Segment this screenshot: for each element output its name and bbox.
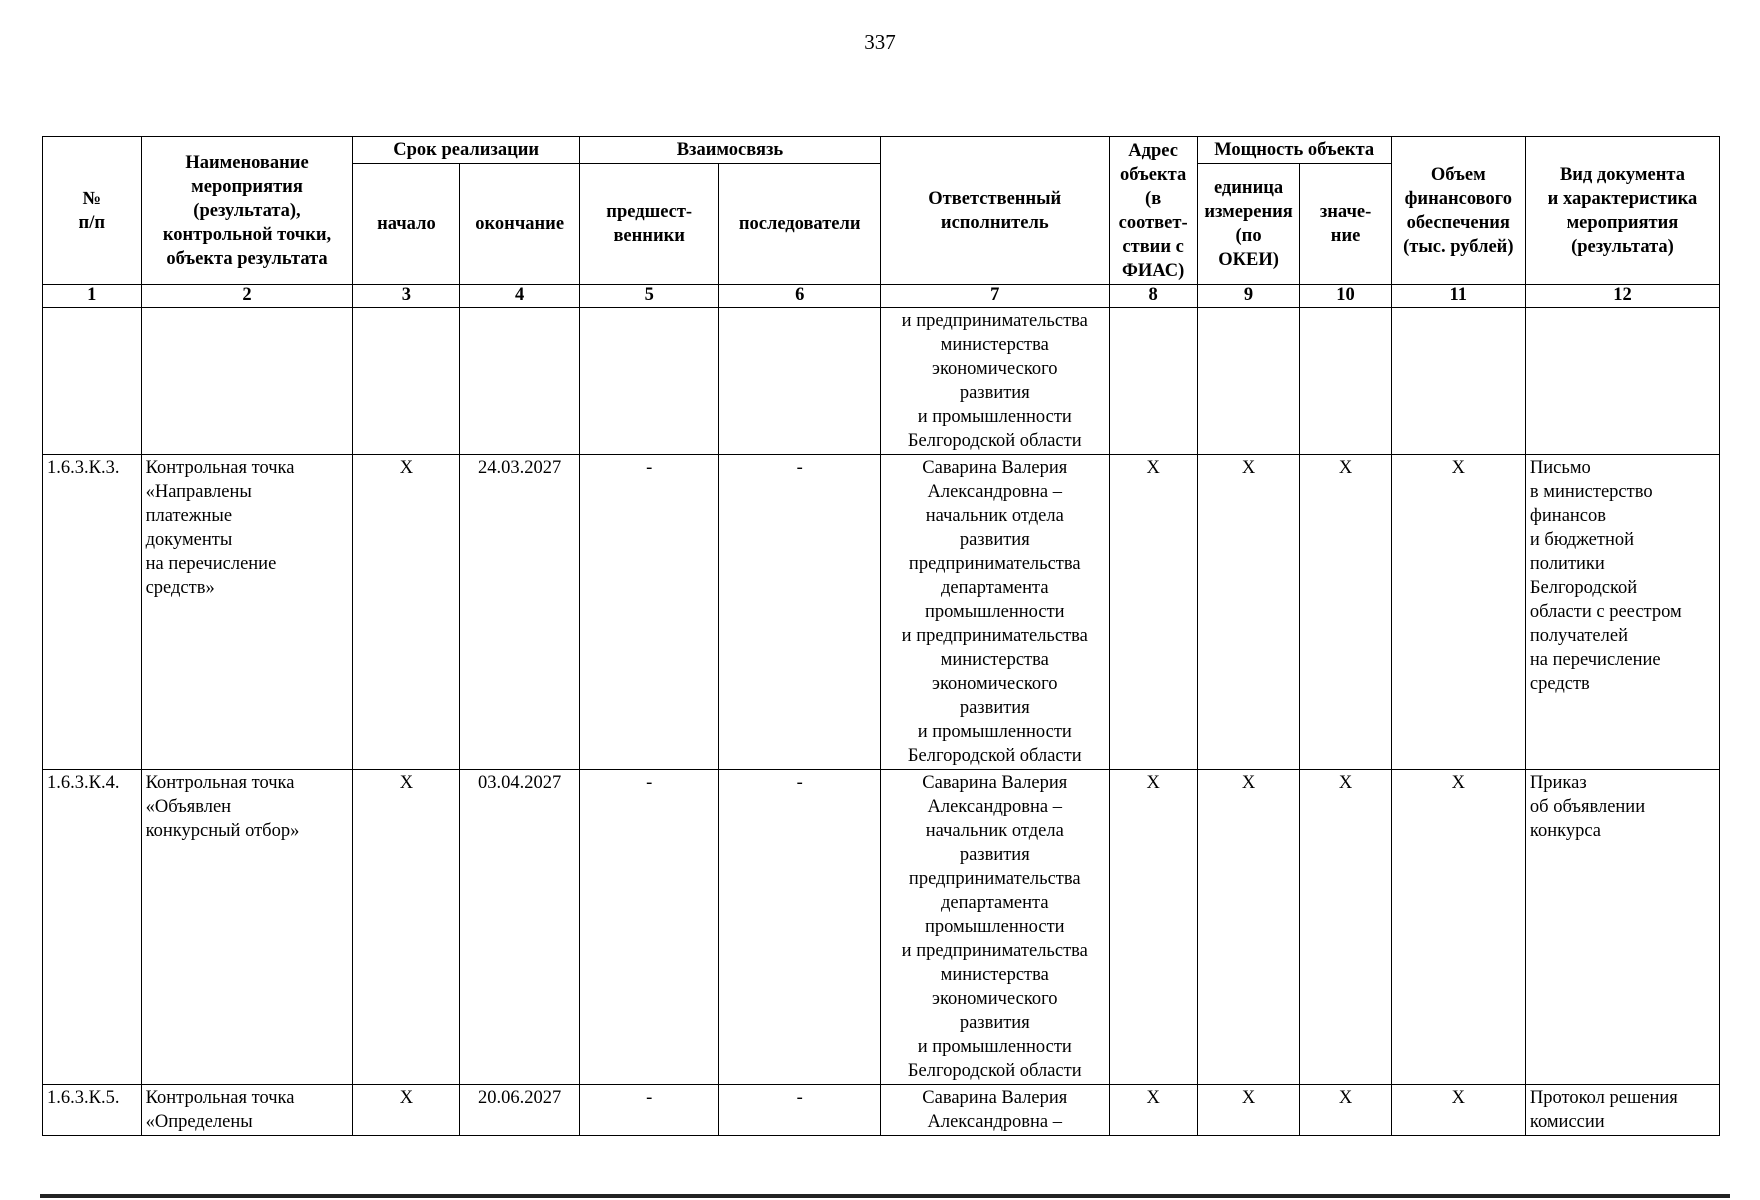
table-row [43,308,1720,455]
page-bottom-rule [40,1194,1730,1198]
cell-value: X [1300,1085,1391,1136]
cell-name: Контрольная точка «Объявлен конкурсный отбор» [141,770,353,1085]
header-row-1 [43,137,1720,164]
column-number: 1 [43,285,142,308]
cell-finance [1391,308,1525,455]
cell-start: X [353,1085,460,1136]
cell-end: 24.03.2027 [460,455,580,770]
table-row [43,455,1720,770]
column-number: 6 [719,285,881,308]
cell-num [43,308,142,455]
header-start: начало [353,164,460,285]
cell-finance: X [1391,1085,1525,1136]
header-unit: единица измерения (по ОКЕИ) [1197,164,1300,285]
column-number: 5 [579,285,718,308]
column-number: 10 [1300,285,1391,308]
column-number: 7 [880,285,1109,308]
column-numbers-row [43,285,1720,308]
header-name: Наименование мероприятия (результата), контрольной точки, объекта результата [141,137,353,285]
cell-executor: Саварина Валерия Александровна – начальник отдела развития предпринимательства департамента промышленности и предпринимательства министерства экономического развития и промышленности Белгородской области [880,455,1109,770]
cell-name: Контрольная точка «Направлены платежные документы на перечисление средств» [141,455,353,770]
cell-finance: X [1391,770,1525,1085]
cell-end [460,308,580,455]
cell-address: X [1109,1085,1197,1136]
column-number: 4 [460,285,580,308]
cell-start: X [353,455,460,770]
cell-num: 1.6.3.К.5. [43,1085,142,1136]
column-number: 8 [1109,285,1197,308]
cell-name [141,308,353,455]
header-document: Вид документа и характеристика мероприятия (результата) [1525,137,1719,285]
cell-name: Контрольная точка «Определены [141,1085,353,1136]
cell-unit: X [1197,1085,1300,1136]
cell-executor: Саварина Валерия Александровна – [880,1085,1109,1136]
cell-document: Письмо в министерство финансов и бюджетной политики Белгородской области с реестром получателей на перечисление средств [1525,455,1719,770]
cell-num: 1.6.3.К.3. [43,455,142,770]
table-row [43,1085,1720,1136]
cell-start: X [353,770,460,1085]
cell-start [353,308,460,455]
cell-successors: - [719,1085,881,1136]
cell-unit: X [1197,770,1300,1085]
table-row [43,770,1720,1085]
cell-successors: - [719,770,881,1085]
header-group-capacity: Мощность объекта [1197,137,1391,164]
cell-document [1525,308,1719,455]
header-num: № п/п [43,137,142,285]
column-number: 9 [1197,285,1300,308]
header-end: окончание [460,164,580,285]
column-number: 12 [1525,285,1719,308]
header-group-deadline: Срок реализации [353,137,580,164]
header-predecessors: предшест- венники [579,164,718,285]
header-successors: последователи [719,164,881,285]
cell-unit: X [1197,455,1300,770]
plan-table [42,136,1720,1136]
cell-address: X [1109,770,1197,1085]
header-value: значе- ние [1300,164,1391,285]
column-number: 11 [1391,285,1525,308]
cell-unit [1197,308,1300,455]
cell-executor: Саварина Валерия Александровна – начальник отдела развития предпринимательства департамента промышленности и предпринимательства министерства экономического развития и промышленности Белгородской области [880,770,1109,1085]
header-executor: Ответственный исполнитель [880,137,1109,285]
cell-predecessors: - [579,1085,718,1136]
header-finance: Объем финансового обеспечения (тыс. рублей) [1391,137,1525,285]
cell-address [1109,308,1197,455]
column-number: 2 [141,285,353,308]
cell-value: X [1300,770,1391,1085]
cell-predecessors: - [579,455,718,770]
cell-address: X [1109,455,1197,770]
column-number: 3 [353,285,460,308]
cell-end: 20.06.2027 [460,1085,580,1136]
cell-value [1300,308,1391,455]
page-number: 337 [864,30,896,54]
cell-predecessors: - [579,770,718,1085]
header-address: Адрес объекта (в соответ- ствии с ФИАС) [1109,137,1197,285]
cell-end: 03.04.2027 [460,770,580,1085]
cell-executor: и предпринимательства министерства экономического развития и промышленности Белгородской области [880,308,1109,455]
cell-successors [719,308,881,455]
cell-num: 1.6.3.К.4. [43,770,142,1085]
header-group-link: Взаимосвязь [579,137,880,164]
cell-document: Протокол решения комиссии [1525,1085,1719,1136]
cell-document: Приказ об объявлении конкурса [1525,770,1719,1085]
cell-successors: - [719,455,881,770]
cell-finance: X [1391,455,1525,770]
cell-value: X [1300,455,1391,770]
cell-predecessors [579,308,718,455]
